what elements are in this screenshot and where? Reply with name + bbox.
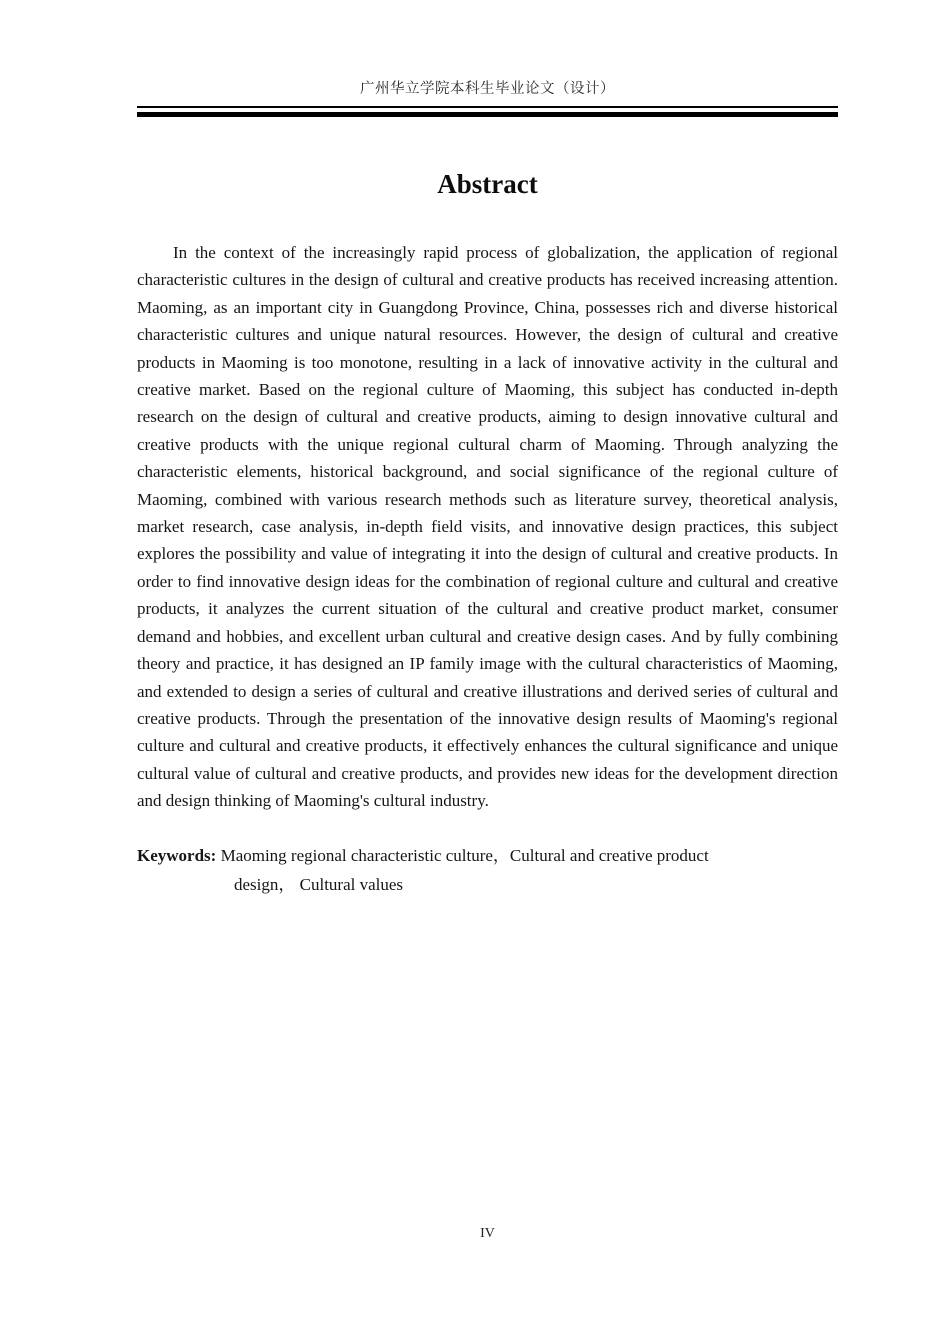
keywords-line-2: design， Cultural values	[234, 874, 404, 894]
keywords-line-1	[137, 841, 838, 870]
header-rule-thin	[137, 106, 838, 108]
keywords-text-1: Maoming regional characteristic culture，Cultural and creative product	[220, 845, 709, 865]
running-header: 广州华立学院本科生毕业论文（设计）	[360, 81, 615, 97]
abstract-paragraph: In the context of the increasingly rapid process of globalization, the application of regional characteristic cultures in the design of cultural and creative products has received increasing attention. Maoming, as an important city in Guangdong Province, China, possesses rich and diverse historical characteristic cultures and unique natural resources. However, the design of cultural and creative products in Maoming is too monotone, resulting in a lack of innovative activity in the cultural and creative market. Based on the regional culture of Maoming, this subject has conducted in-depth research on the design of cultural and creative products, aiming to design innovative cultural and creative products with the unique regional cultural charm of Maoming. Through analyzing the characteristic elements, historical background, and social significance of the regional culture of Maoming, combined with various research methods such as literature survey, theoretical analysis, market research, case analysis, in-depth field visits, and innovative design practices, this subject explores the possibility and value of integrating it into the design of cultural and creative products. In order to find innovative design ideas for the combination of regional culture and cultural and creative products, it analyzes the current situation of the cultural and creative product market, consumer demand and hobbies, and excellent urban cultural and creative design cases. And by fully combining theory and practice, it has designed an IP family image with the cultural characteristics of Maoming, and extended to design a series of cultural and creative illustrations and derived series of cultural and creative products. Through the presentation of the innovative design results of Maoming's regional culture and cultural and creative products, it effectively enhances the cultural significance and unique cultural value of cultural and creative products, and provides new ideas for the development direction and design thinking of Maoming's cultural industry.	[137, 243, 838, 811]
keywords-label: Keywords:	[137, 845, 217, 865]
header-rule-thick	[137, 112, 838, 117]
keywords-block	[137, 841, 838, 899]
page-number: IV	[480, 1226, 495, 1241]
page-content	[137, 0, 838, 899]
abstract-title: Abstract	[437, 169, 538, 199]
